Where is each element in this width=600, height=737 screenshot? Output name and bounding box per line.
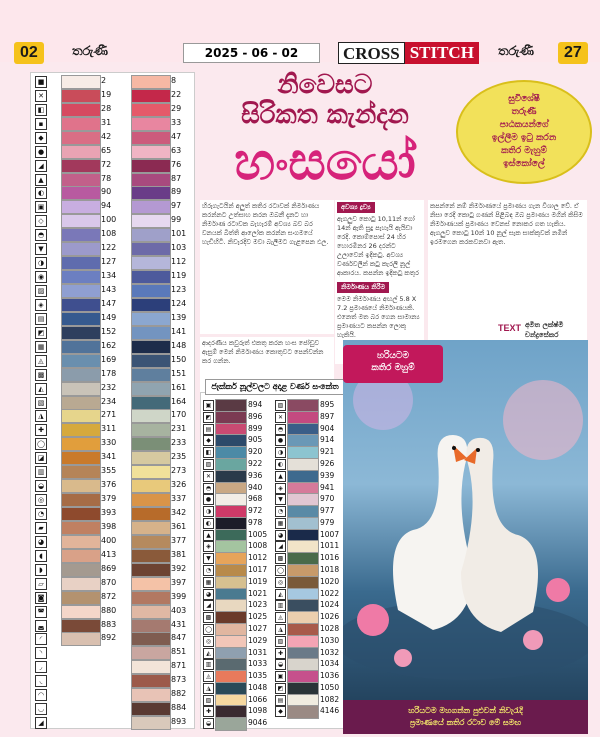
thread-code: 1024 [320, 600, 340, 610]
legend-code-left: 78 [101, 173, 112, 183]
legend-code-left: 883 [101, 619, 117, 629]
legend-symbol: ◑ [35, 257, 47, 269]
text-credit-label: TEXT [498, 323, 522, 333]
thread-code: 899 [248, 423, 263, 433]
thread-symbol: ▤ [203, 424, 214, 435]
thread-symbol: ◭ [203, 648, 214, 659]
thread-symbol: ✕ [275, 412, 286, 423]
legend-code-left: 72 [101, 159, 112, 169]
thread-code: 978 [248, 517, 263, 527]
thread-symbol: ◮ [203, 683, 214, 694]
legend-code-right: 151 [171, 368, 187, 378]
materials-text: ඇගලුව කොටු 10,11න් ගෝ 14න් ඇති සුදු පැහැයි ඇයිඩා රෙදි. කොම්පොස් 24 හිර හොරමිනර 26 දරන්ට උලාවෙන් ඉදිකටු. අවශ්‍ය වර්ණවලින් කටු කැරලි නූල් ආකාරය. කපන්න ඉදිකටු කතුර [337, 215, 419, 277]
legend-code-right: 103 [171, 243, 187, 253]
legend-symbol: ◢ [35, 160, 47, 172]
thread-symbol: ◯ [275, 565, 286, 576]
thread-code: 921 [320, 447, 335, 457]
legend-code-left: 2 [101, 76, 107, 85]
legend-code-right: 884 [171, 703, 187, 713]
thread-code: 1066 [248, 694, 268, 704]
thread-code: 1036 [320, 671, 340, 681]
legend-code-right: 873 [171, 675, 187, 685]
thread-symbol: ▥ [203, 659, 214, 670]
thread-code: 1098 [248, 706, 268, 716]
legend-symbol: ◠ [35, 689, 47, 701]
thread-symbol: ▨ [275, 400, 286, 411]
thread-symbol: ▲ [203, 530, 214, 541]
legend-symbol: ◭ [35, 383, 47, 395]
legend-code-right: 847 [171, 633, 187, 643]
legend-code-right: 89 [171, 187, 182, 197]
legend-code-left: 870 [101, 577, 117, 587]
thread-symbol: ◎ [203, 636, 214, 647]
picture-caption-banner [343, 700, 588, 734]
legend-symbol: ■ [35, 76, 47, 88]
thread-code: 905 [248, 435, 263, 445]
thread-code: 1032 [320, 647, 340, 657]
legend-code-right: 235 [171, 452, 187, 462]
thread-code: 1012 [248, 553, 268, 563]
legend-code-left: 90 [101, 187, 112, 197]
thread-code: 1034 [320, 659, 340, 669]
thread-code: 1008 [248, 541, 268, 551]
legend-code-left: 28 [101, 103, 112, 113]
thread-code: 1019 [248, 576, 268, 586]
section-name-left: තරුණී [72, 44, 109, 59]
thread-code: 979 [320, 517, 335, 527]
thread-code: 972 [248, 506, 263, 516]
thread-code: 1020 [320, 576, 340, 586]
thread-symbol: ◔ [275, 506, 286, 517]
thread-code: 1028 [320, 623, 340, 633]
issue-date: 2025 - 06 - 02 [183, 43, 320, 63]
bubble-line-1: සුවිශේෂී [508, 94, 540, 104]
legend-symbol: ▣ [35, 201, 47, 213]
legend-code-left: 271 [101, 410, 117, 420]
legend-symbol: ▼ [35, 243, 47, 255]
legend-code-right: 141 [171, 326, 187, 336]
legend-code-right: 403 [171, 605, 187, 615]
thread-symbol: ◓ [275, 424, 286, 435]
thread-code: 968 [248, 494, 263, 504]
legend-symbol: ▦ [35, 341, 47, 353]
color-key-legend [30, 72, 195, 729]
title-line-3: හංසයෝ [234, 132, 416, 192]
thread-symbol: ✕ [203, 471, 214, 482]
section-name-right: තරුණී [498, 44, 535, 59]
legend-symbol: ◟ [35, 675, 47, 687]
legend-symbol: ▤ [35, 313, 47, 325]
legend-symbol: ◮ [35, 410, 47, 422]
legend-code-right: 97 [171, 201, 182, 211]
thread-code: 1023 [248, 600, 268, 610]
legend-code-right: 63 [171, 145, 182, 155]
title-line-1: නිවෙසට [277, 70, 373, 100]
brand-stitch: STITCH [405, 42, 479, 64]
legend-code-left: 872 [101, 591, 117, 601]
thread-code: 940 [248, 482, 263, 492]
legend-code-left: 330 [101, 438, 117, 448]
thread-code: 1031 [248, 647, 268, 657]
legend-symbol: ◒ [35, 480, 47, 492]
legend-code-right: 399 [171, 591, 187, 601]
legend-swatch-right [131, 716, 171, 730]
thread-code: 914 [320, 435, 335, 445]
legend-symbol: ◔ [35, 508, 47, 520]
legend-code-left: 400 [101, 535, 117, 545]
legend-symbol: ◛ [35, 620, 47, 632]
legend-code-right: 150 [171, 354, 187, 364]
article-title [200, 70, 450, 220]
thread-code: 1007 [320, 529, 340, 539]
thread-code: 897 [320, 411, 335, 421]
legend-symbol: ◬ [35, 355, 47, 367]
swan-pattern-picture [343, 340, 588, 700]
legend-symbol: ◇ [35, 215, 47, 227]
thread-code: 1030 [320, 635, 340, 645]
legend-symbol: ▪ [35, 118, 47, 130]
legend-code-left: 134 [101, 271, 117, 281]
legend-symbol: ◞ [35, 661, 47, 673]
thread-code: 895 [320, 400, 335, 409]
legend-code-right: 123 [171, 285, 187, 295]
thread-code: 896 [248, 411, 263, 421]
legend-symbol: ◩ [35, 327, 47, 339]
article-column-3: කපන්නේ නම් නිර්මාණයේ ප්‍රමාණය ගැන විශාල වේ. ඒ නිසා රෙදි කොටු ගණන් පිළිබඳ ඔබ ප්‍රමාණය මගින් කිසිම නිර්මාණයක් ප්‍රමාණය වෙනස් නොකර ගත හැකිය. ඇගලුව කොටු 10න් 10 නූල් සැක සාක්කුවක් නමින් ඉරමගෙන කරකවනවා ඇත. [428, 200, 587, 399]
legend-code-left: 122 [101, 243, 117, 253]
author-line-1: අමිත ලක්ෂ්මි [525, 321, 564, 329]
thread-code: 941 [320, 482, 335, 492]
legend-code-right: 124 [171, 298, 187, 308]
thread-symbol: ▣ [203, 400, 214, 411]
legend-code-left: 149 [101, 312, 117, 322]
thread-symbol: ▼ [275, 494, 286, 505]
thread-symbol: ◔ [203, 565, 214, 576]
thread-code: 1016 [320, 553, 340, 563]
legend-code-right: 161 [171, 382, 187, 392]
thread-code: 1050 [320, 682, 340, 692]
legend-code-left: 376 [101, 480, 117, 490]
legend-code-right: 231 [171, 424, 187, 434]
thread-symbol: ◒ [275, 659, 286, 670]
page-header [0, 0, 600, 62]
legend-code-left: 892 [101, 633, 117, 643]
thread-symbol: ▩ [275, 553, 286, 564]
legend-symbol: ✚ [35, 424, 47, 436]
legend-symbol: ▩ [35, 369, 47, 381]
thread-swatch [215, 717, 247, 731]
thread-code: 904 [320, 423, 335, 433]
pattern-ribbon [343, 345, 443, 383]
legend-symbol: ◈ [35, 299, 47, 311]
materials-heading: අවශ්‍ය ද්‍රව්‍ය [337, 202, 375, 213]
legend-symbol: ◓ [35, 229, 47, 241]
legend-symbol: ◧ [35, 104, 47, 116]
legend-code-right: 76 [171, 159, 182, 169]
article-column-1b: ආදරණීය කවුරුත් එකතු කරන හංස ජෝඩුව ඇසුම් මෙන් නිර්මාණය කොතුවට පෙන්වන්න කර ගන්න. [200, 337, 334, 409]
legend-code-left: 31 [101, 117, 112, 127]
legend-code-left: 42 [101, 131, 112, 141]
legend-symbol: ✕ [35, 90, 47, 102]
thread-symbol: ◢ [275, 541, 286, 552]
legend-code-left: 162 [101, 340, 117, 350]
legend-code-left: 65 [101, 145, 112, 155]
thread-symbol: ◆ [275, 706, 286, 717]
thread-swatch [287, 705, 319, 719]
legend-code-left: 379 [101, 494, 117, 504]
thread-symbol: ▧ [203, 695, 214, 706]
legend-code-left: 100 [101, 215, 117, 225]
thread-symbol: ◐ [275, 459, 286, 470]
bubble-line-5: කතිර මැහුම් [501, 146, 547, 156]
thread-code: 920 [248, 447, 263, 457]
thread-code: 894 [248, 400, 263, 409]
legend-symbol: ◜ [35, 633, 47, 645]
thread-code: 1027 [248, 623, 268, 633]
thread-symbol: ◩ [275, 683, 286, 694]
legend-code-right: 361 [171, 521, 187, 531]
bubble-line-6: ඉස්කෝලේ [503, 159, 545, 169]
thread-symbol: ▣ [275, 671, 286, 682]
thread-code: 1048 [248, 682, 268, 692]
legend-symbol: ◕ [35, 536, 47, 548]
legend-code-left: 127 [101, 257, 117, 267]
thread-code: 926 [320, 458, 335, 468]
author-credit [525, 320, 585, 340]
legend-symbol: ◝ [35, 647, 47, 659]
thread-code: 1033 [248, 659, 268, 669]
thread-symbol: ✚ [203, 706, 214, 717]
thread-symbol: ▩ [203, 612, 214, 623]
legend-code-left: 341 [101, 452, 117, 462]
legend-symbol: ● [35, 146, 47, 158]
legend-code-right: 164 [171, 396, 187, 406]
thread-symbol: ▨ [203, 459, 214, 470]
legend-code-left: 147 [101, 298, 117, 308]
thread-key-heading: ජෑක්කර් නූල්වලට අදාළ වර්ණ සංකේත [205, 379, 345, 395]
legend-row [31, 714, 194, 731]
legend-code-left: 19 [101, 89, 112, 99]
thread-code: 939 [320, 470, 335, 480]
legend-code-right: 119 [171, 271, 187, 281]
thread-symbol: ◩ [203, 412, 214, 423]
thread-code: 1082 [320, 694, 340, 704]
thread-code: 922 [248, 458, 263, 468]
legend-symbol: ◎ [35, 494, 47, 506]
thread-symbol: ◧ [203, 447, 214, 458]
bubble-line-3: පාඨකයන්ගේ [499, 120, 549, 130]
legend-code-right: 851 [171, 647, 187, 657]
thread-code: 977 [320, 506, 335, 516]
page-number-left: 02 [14, 42, 44, 64]
thread-code: 1021 [248, 588, 268, 598]
legend-code-left: 880 [101, 605, 117, 615]
thread-symbol: ▲ [275, 471, 286, 482]
legend-code-left: 143 [101, 285, 117, 295]
swan-illustration [343, 340, 588, 700]
thread-symbol: ● [275, 435, 286, 446]
thread-symbol: ◭ [275, 589, 286, 600]
legend-code-right: 139 [171, 312, 187, 322]
thread-symbol: ▦ [203, 577, 214, 588]
legend-symbol: ◉ [35, 271, 47, 283]
legend-symbol: ◪ [35, 452, 47, 464]
legend-code-left: 152 [101, 326, 117, 336]
legend-code-right: 47 [171, 131, 182, 141]
thread-symbol: ◆ [203, 435, 214, 446]
thread-code: 1022 [320, 588, 340, 598]
thread-code: 970 [320, 494, 335, 504]
bubble-line-2: තරුණී [511, 107, 537, 117]
legend-symbol: ◙ [35, 592, 47, 604]
author-line-2: චන්ද්‍රසේකර [525, 331, 559, 339]
legend-code-left: 169 [101, 354, 117, 364]
thread-key-row [201, 715, 271, 732]
thread-symbol: ◎ [275, 577, 286, 588]
legend-symbol: ◯ [35, 438, 47, 450]
legend-symbol: ◚ [35, 606, 47, 618]
thread-symbol: ◕ [203, 589, 214, 600]
thread-symbol: ◐ [203, 518, 214, 529]
thread-symbol: ◑ [203, 506, 214, 517]
legend-code-right: 377 [171, 535, 187, 545]
legend-code-right: 33 [171, 117, 182, 127]
thread-symbol: ◑ [275, 447, 286, 458]
legend-code-left: 393 [101, 508, 117, 518]
thread-symbol: ✚ [275, 648, 286, 659]
thread-symbol: ◬ [203, 671, 214, 682]
legend-symbol: ▱ [35, 578, 47, 590]
thread-symbol: ▼ [203, 553, 214, 564]
section-brand [338, 42, 479, 64]
legend-code-left: 413 [101, 549, 117, 559]
thread-code: 4146 [320, 706, 340, 716]
caption-line-1: හරියටම මහගන්න පුළුවන් නිවැරැදි [408, 706, 523, 715]
legend-code-right: 893 [171, 717, 187, 727]
legend-symbol: ◗ [35, 564, 47, 576]
thread-code: 1026 [320, 612, 340, 622]
method-text: මෙම නිර්මාණය අඟල් 5.8 X 7.2 ප්‍රමාණයේ නිර්මාණයකි. එනෙත් මත බර ගෙන සාමාන්‍ය ප්‍රමාණයට කපන්න ලොකු හැකියි. [337, 295, 420, 339]
thread-symbol: ▥ [275, 600, 286, 611]
thread-symbol: ◒ [203, 718, 214, 729]
thread-code: 1011 [320, 541, 340, 551]
thread-color-key [200, 382, 344, 729]
legend-code-right: 112 [171, 257, 187, 267]
legend-code-right: 337 [171, 494, 187, 504]
caption-line-2: ප්‍රමාණයේ කතිර රටාව මේ සමඟ [409, 718, 522, 727]
legend-code-right: 233 [171, 438, 187, 448]
thread-code: 1018 [320, 565, 340, 574]
legend-code-right: 342 [171, 508, 187, 518]
legend-code-left: 355 [101, 466, 117, 476]
thread-symbol: ◮ [275, 624, 286, 635]
legend-code-right: 392 [171, 563, 187, 573]
legend-code-right: 29 [171, 103, 182, 113]
legend-symbol: ◆ [35, 132, 47, 144]
ribbon-line-2: කතිර මහුම් [371, 363, 415, 373]
thread-symbol: ▤ [275, 695, 286, 706]
legend-code-right: 87 [171, 173, 182, 183]
legend-code-left: 234 [101, 396, 117, 406]
legend-code-left: 311 [101, 424, 117, 434]
thread-symbol: ◢ [203, 600, 214, 611]
thread-symbol: ◈ [203, 541, 214, 552]
legend-symbol: ◡ [35, 703, 47, 715]
legend-code-right: 381 [171, 549, 187, 559]
legend-code-right: 148 [171, 340, 187, 350]
legend-symbol: ◖ [35, 550, 47, 562]
legend-symbol: ▰ [35, 522, 47, 534]
legend-code-right: 8 [171, 76, 177, 85]
ribbon-line-1: හරියටම [377, 351, 409, 361]
thread-symbol: ◬ [275, 612, 286, 623]
thread-key-row [273, 703, 343, 720]
thread-symbol: ▧ [275, 636, 286, 647]
legend-code-right: 871 [171, 661, 187, 671]
legend-code-left: 108 [101, 229, 117, 239]
legend-symbol: ◐ [35, 187, 47, 199]
legend-code-right: 326 [171, 480, 187, 490]
thread-symbol: ◓ [203, 483, 214, 494]
legend-code-right: 273 [171, 466, 187, 476]
legend-symbol: ▥ [35, 466, 47, 478]
page-number-right: 27 [558, 42, 588, 64]
legend-code-left: 398 [101, 521, 117, 531]
thread-code: 1035 [248, 671, 268, 681]
bubble-line-4: ඉල්ලීම ඉටු කරන [491, 133, 557, 143]
thread-code: 1005 [248, 529, 268, 539]
legend-code-right: 99 [171, 215, 182, 225]
legend-symbol: ▨ [35, 285, 47, 297]
title-line-2: සිරිකත කැන්දන [241, 100, 409, 130]
thread-code: 1029 [248, 635, 268, 645]
legend-code-right: 101 [171, 229, 187, 239]
thread-symbol: ▦ [275, 518, 286, 529]
legend-code-left: 232 [101, 382, 117, 392]
thread-symbol: ◯ [203, 624, 214, 635]
thread-code: 1017 [248, 565, 268, 574]
legend-symbol: ▧ [35, 397, 47, 409]
legend-code-left: 869 [101, 563, 117, 573]
article-column-1: හිරුගැටයින් අලුත් කතිර රටාවක් නිර්මාණය කරන්නට උත්සාහ කරන ඔබනී දැනට හා නිර්මාණ රටාවක බැහැරම් අවශ්‍ය බව බර වනයක් බිත්ති ආලෝක කරන්න සංගමයේ හැඩිහිටි. නිවැරදිව මවා බැලීමට ගැළපෙන ඵල. [200, 200, 334, 334]
thread-code: 1025 [248, 612, 268, 622]
legend-code-right: 22 [171, 89, 182, 99]
thread-symbol: ◈ [275, 483, 286, 494]
legend-code-left: 178 [101, 368, 117, 378]
method-heading: නිර්මාණය නිරීම [337, 282, 389, 293]
legend-code-left: 94 [101, 201, 112, 211]
thread-symbol: ● [203, 494, 214, 505]
thread-code: 936 [248, 470, 263, 480]
legend-symbol: ◢ [35, 717, 47, 729]
legend-code-right: 170 [171, 410, 187, 420]
legend-code-right: 397 [171, 577, 187, 587]
legend-code-right: 882 [171, 689, 187, 699]
thread-code: 9046 [248, 718, 268, 728]
promo-bubble [456, 80, 592, 184]
legend-symbol: ▲ [35, 174, 47, 186]
brand-cross: CROSS [338, 42, 405, 64]
legend-code-right: 431 [171, 619, 187, 629]
thread-symbol: ◕ [275, 530, 286, 541]
